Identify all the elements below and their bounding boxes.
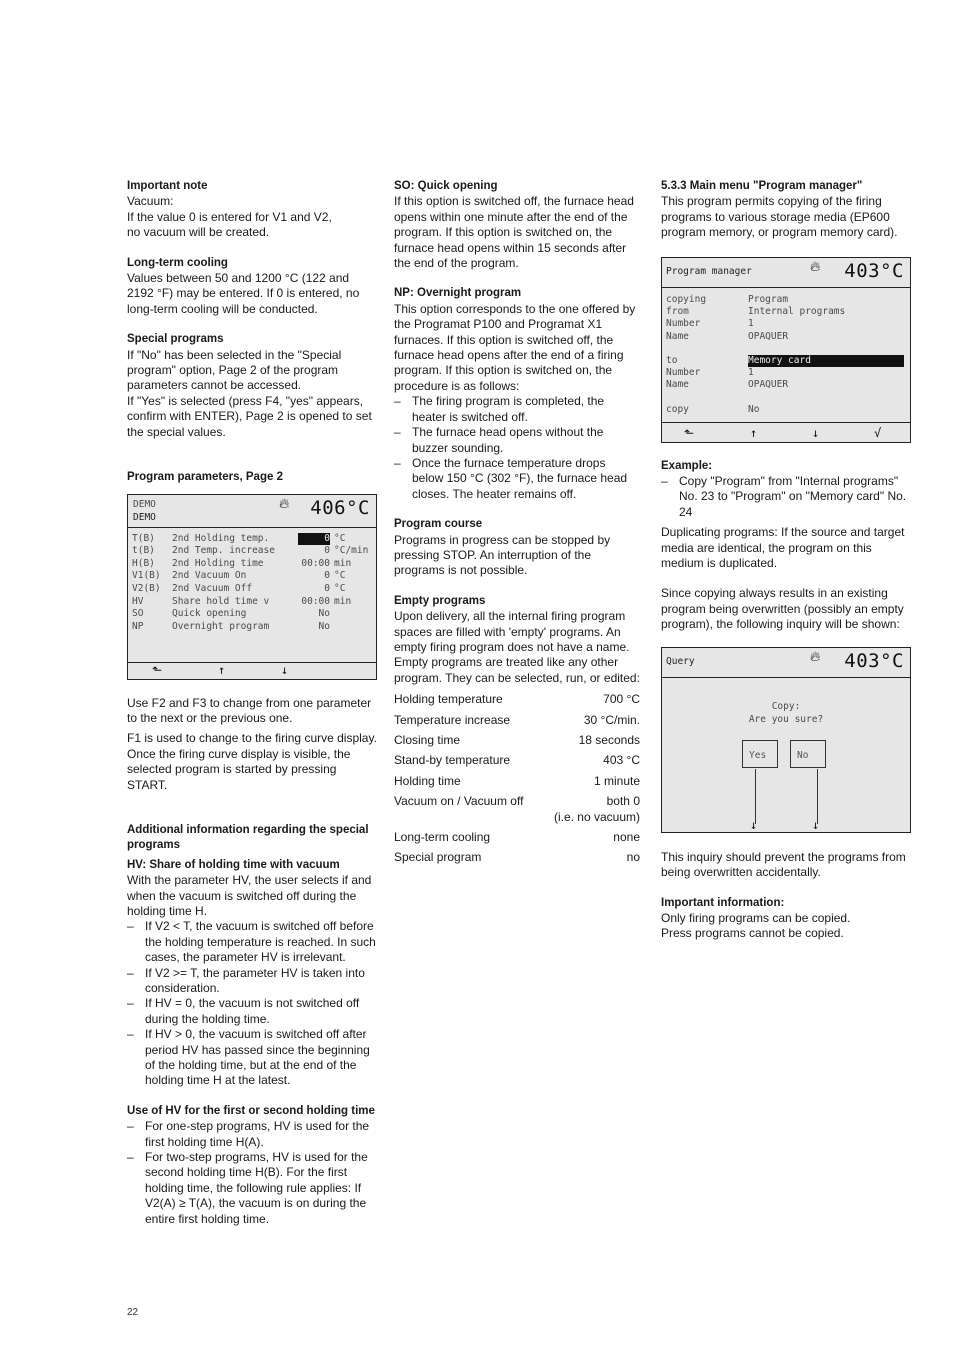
check-icon: √ xyxy=(874,426,882,441)
screen-line2: DEMO xyxy=(133,511,156,523)
down-arrow-icon: ↓ xyxy=(281,663,289,678)
flame-icon: 🔥︎ xyxy=(810,258,821,275)
value-cell xyxy=(542,753,640,773)
example-heading: Example: xyxy=(661,459,713,472)
param-unit: °C xyxy=(334,582,346,594)
pm-screen-temperature: 403°C xyxy=(844,259,904,282)
flame-icon: 🔥︎ xyxy=(279,495,290,512)
value-cell xyxy=(542,713,640,733)
pm-row-value: 1 xyxy=(748,367,754,379)
value-text: no xyxy=(626,850,640,865)
use-hv-heading: Use of HV for the first or second holding time xyxy=(127,1104,375,1117)
list-item: – The firing program is completed, the heater is switched off. xyxy=(394,394,640,425)
important-note-line2: If the value 0 is entered for V1 and V2, xyxy=(127,209,332,224)
course-text: Programs in progress can be stopped by pressing STOP. An interruption of the programs is not possible. xyxy=(394,532,611,578)
param-unit: min xyxy=(334,595,352,607)
value-label: Long-term cooling xyxy=(394,830,491,845)
param-value: No xyxy=(318,620,330,632)
pm-row-label: copying xyxy=(666,293,707,305)
query-line2: Are you sure? xyxy=(748,713,824,725)
param-value: No xyxy=(318,608,330,620)
param-code: t(B) xyxy=(132,545,155,557)
list-item: – For one-step programs, HV is used for the first holding time H(A). xyxy=(127,1119,377,1150)
important-note-heading: Important note xyxy=(127,180,208,192)
yes-button-label: Yes xyxy=(749,749,767,761)
long-term-cooling-heading: Long-term cooling xyxy=(127,256,228,269)
value-cell xyxy=(542,830,640,850)
important-note-line3: no vacuum will be created. xyxy=(127,225,270,240)
screen-divider xyxy=(662,287,910,288)
pm-row-label: from xyxy=(666,306,689,318)
list-item: – If HV = 0, the vacuum is not switched off during the holding time. xyxy=(127,996,377,1027)
value-text: none xyxy=(613,830,640,845)
use-f2-f3-text: Use F2 and F3 to change from one parameter to the next or the previous one. xyxy=(127,695,372,725)
list-item: – Copy "Program" from "Internal programs" No. 23 to "Program" on "Memory card" No. 24 xyxy=(661,474,911,520)
empty-values-table xyxy=(394,692,640,871)
param-label: 2nd Holding time xyxy=(172,557,264,569)
value-label: Vacuum on / Vacuum off xyxy=(394,794,524,809)
hv-heading: HV: Share of holding time with vacuum xyxy=(127,858,340,871)
value-label: Stand-by temperature xyxy=(394,753,511,768)
param-code: V2(B) xyxy=(132,582,161,594)
value-label: Temperature increase xyxy=(394,712,511,727)
param-label: Share hold time v xyxy=(172,595,270,607)
down-arrow-icon: ↓ xyxy=(750,818,758,833)
no-button[interactable] xyxy=(790,740,826,768)
pm-row-value: Program xyxy=(748,293,789,305)
program-manager-text: This program permits copying of the firing programs to various storage media (EP600 program memory, or program memory card). xyxy=(661,194,898,240)
up-arrow-icon: ↑ xyxy=(750,426,758,441)
list-item: – Once the furnace temperature drops below 150 °C (302 °F), the furnace head closes. The heater remains off. xyxy=(394,456,640,502)
yes-arrow-line xyxy=(755,769,756,824)
list-item: – The furnace head opens without the buzzer sounding. xyxy=(394,425,640,456)
list-item: – For two-step programs, HV is used for the second holding time H(B). For the first holding time, the following rule applies: If V2(A) ≥ T(A), the vacuum is on during the entire first holding time. xyxy=(127,1150,377,1227)
screen-footer-divider xyxy=(662,422,910,423)
pm-row-label: Name xyxy=(666,330,689,342)
param-label: 2nd Vacuum Off xyxy=(172,582,253,594)
flame-icon: 🔥︎ xyxy=(810,648,821,665)
long-term-cooling-text: Values between 50 and 1200 °C (122 and 2192 °F) may be entered. If 0 is entered, no long-term cooling will be conducted. xyxy=(127,271,360,316)
pm-row-label: Number xyxy=(666,318,701,330)
query-title: Query xyxy=(666,655,695,667)
important-info-line2: Press programs cannot be copied. xyxy=(661,926,844,941)
down-arrow-icon: ↓ xyxy=(812,426,820,441)
screen-footer-divider xyxy=(128,662,376,663)
table-row xyxy=(394,794,640,830)
yes-button[interactable] xyxy=(742,740,778,768)
special-programs-text2: If "Yes" is selected (press F4, "yes" appears, confirm with ENTER), Page 2 is opened to set the special values. xyxy=(127,393,372,439)
list-item: – If V2 < T, the vacuum is switched off before the holding temperature is reached. In such cases, the parameter HV is irrelevant. xyxy=(127,919,377,965)
important-info-heading: Important information: xyxy=(661,896,785,909)
np-list xyxy=(394,394,640,502)
list-item: – If HV > 0, the vacuum is switched off after period HV has passed since the beginning of the holding time, but at the end of the holding time H at the latest. xyxy=(127,1027,377,1089)
query-line1: Copy: xyxy=(771,700,801,712)
param-code: NP xyxy=(132,620,144,632)
param-code: T(B) xyxy=(132,532,155,544)
param-label: 2nd Temp. increase xyxy=(172,545,275,557)
column-middle xyxy=(394,179,640,871)
hv-text: With the parameter HV, the user selects if and when the vacuum is switched off during the holding time H. xyxy=(127,873,372,918)
so-text: If this option is switched off, the furnace head opens within one minute after the end of the program. If this option is switched on, the furnace head opens within 15 seconds after the end of the program. xyxy=(394,194,634,271)
table-row xyxy=(394,733,640,753)
value-cell xyxy=(542,733,640,753)
value-label: Special program xyxy=(394,850,482,865)
param-unit: °C xyxy=(334,532,346,544)
screen-temperature: 406°C xyxy=(310,496,370,519)
param-code: HV xyxy=(132,595,144,607)
table-row xyxy=(394,774,640,794)
pm-row-value: 1 xyxy=(748,318,754,330)
down-arrow-icon: ↓ xyxy=(812,818,820,833)
column-left xyxy=(127,179,377,1227)
important-note-line1: Vacuum: xyxy=(127,194,174,209)
value-note: (i.e. no vacuum) xyxy=(553,809,640,824)
inquiry-text: This inquiry should prevent the programs from being overwritten accidentally. xyxy=(661,849,906,880)
param-unit: °C/min xyxy=(334,545,369,557)
value-text: 18 seconds xyxy=(578,733,640,747)
pm-row-label: Name xyxy=(666,379,689,391)
value-text: both 0 xyxy=(606,794,640,809)
np-heading: NP: Overnight program xyxy=(394,287,522,300)
pm-row-value: OPAQUER xyxy=(748,330,789,342)
value-cell xyxy=(542,692,640,712)
so-heading: SO: Quick opening xyxy=(394,180,498,192)
value-label: Closing time xyxy=(394,733,461,747)
program-manager-screen xyxy=(661,257,911,443)
up-arrow-icon: ↑ xyxy=(218,663,226,678)
list-item: – If V2 >= T, the parameter HV is taken into consideration. xyxy=(127,966,377,997)
duplicating-text: Duplicating programs: If the source and target media are identical, the program on this medium is duplicated. xyxy=(661,525,905,571)
table-row xyxy=(394,830,640,850)
no-button-label: No xyxy=(797,749,809,761)
param-value: 0 xyxy=(324,545,330,557)
param-unit: °C xyxy=(334,570,346,582)
pm-row-label: to xyxy=(666,354,678,366)
table-row xyxy=(394,713,640,733)
value-label: Holding time xyxy=(394,773,461,788)
pm-copy-label: copy xyxy=(666,403,689,415)
special-programs-heading: Special programs xyxy=(127,333,224,346)
query-screen xyxy=(661,647,911,833)
pm-row-label: Number xyxy=(666,367,701,379)
program-manager-heading: 5.3.3 Main menu "Program manager" xyxy=(661,180,863,192)
param-value: 0 xyxy=(324,582,330,594)
table-row xyxy=(394,692,640,712)
value-cell xyxy=(542,774,640,794)
screen-line1: DEMO xyxy=(133,498,156,510)
screen-divider xyxy=(128,527,376,528)
np-text: This option corresponds to the one offered by the Programat P100 and Programat X1 furnaces. If this option is switched off, the furnace head opens after the end of a firing program. If this option is switched on, the procedure is as follows: xyxy=(394,301,636,393)
value-text: 700 °C xyxy=(603,692,640,707)
value-text: 30 °C/min. xyxy=(583,712,640,727)
value-label: Holding temperature xyxy=(394,692,503,707)
important-info-line1: Only firing programs can be copied. xyxy=(661,910,851,925)
table-row xyxy=(394,850,640,870)
program-params-heading: Program parameters, Page 2 xyxy=(127,471,283,484)
param-label: 2nd Holding temp. xyxy=(172,532,270,544)
param-value: 0 xyxy=(324,570,330,582)
no-arrow-line xyxy=(817,769,818,824)
special-programs-text1: If "No" has been selected in the "Special program" option, Page 2 of the program parameters cannot be accessed. xyxy=(127,347,342,393)
hv-list xyxy=(127,919,377,1088)
f1-text: F1 is used to change to the firing curve display. Once the firing curve display is visible, the selected program is started by pressing START. xyxy=(127,731,377,792)
screen-divider xyxy=(662,677,910,678)
return-arrow-icon: ⬑ xyxy=(684,426,695,441)
param-code: H(B) xyxy=(132,557,155,569)
pm-row-value[interactable]: Memory card xyxy=(748,355,904,368)
pm-screen-title: Program manager xyxy=(666,265,752,277)
since-copying-text: Since copying always results in an existing program being overwritten (possibly an empty program), the following inquiry will be shown: xyxy=(661,586,904,632)
additional-info-heading: Additional information regarding the special programs xyxy=(127,823,369,852)
column-right xyxy=(661,179,911,942)
param-code: V1(B) xyxy=(132,570,161,582)
query-temperature: 403°C xyxy=(844,649,904,672)
param-unit: min xyxy=(334,557,352,569)
empty-text: Upon delivery, all the internal firing program spaces are filled with 'empty' programs. An empty firing program does not have a name. Empty programs are treated like any other program. They can be selected, run, or edited: xyxy=(394,609,640,685)
param-value: 00:00 xyxy=(301,595,330,607)
use-hv-list xyxy=(127,1119,377,1227)
value-cell xyxy=(542,850,640,870)
course-heading: Program course xyxy=(394,518,483,531)
param-label: Overnight program xyxy=(172,620,270,632)
pm-row-value: OPAQUER xyxy=(748,379,789,391)
value-text: 403 °C xyxy=(603,753,640,768)
param-value: 00:00 xyxy=(301,557,330,569)
value-text: 1 minute xyxy=(593,773,640,788)
pm-copy-value: No xyxy=(748,403,760,415)
param-code: SO xyxy=(132,608,144,620)
pm-row-value: Internal programs xyxy=(748,306,846,318)
param-value: 0 xyxy=(298,533,330,546)
program-params-screen xyxy=(127,494,377,680)
table-row xyxy=(394,753,640,773)
value-cell xyxy=(542,794,640,830)
empty-heading: Empty programs xyxy=(394,594,486,607)
return-arrow-icon: ⬑ xyxy=(152,663,163,678)
param-label: 2nd Vacuum On xyxy=(172,570,247,582)
param-label: Quick opening xyxy=(172,608,247,620)
page-number: 22 xyxy=(127,1307,139,1318)
example-list xyxy=(661,474,911,520)
